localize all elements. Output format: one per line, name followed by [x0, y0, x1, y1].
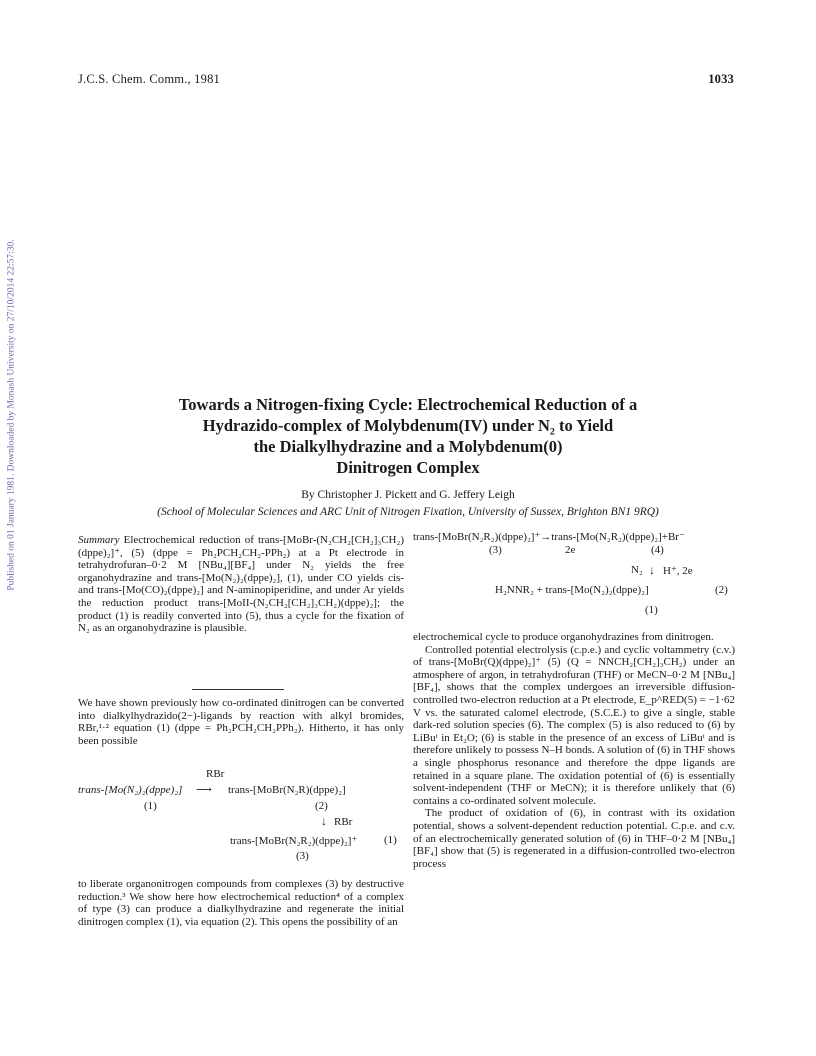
reaction-arrow: ⟶ — [196, 784, 212, 796]
title-line: Hydrazido-complex of Molybdenum(IV) under N₂ to Yield — [202, 416, 614, 435]
paragraph: The product of oxidation of (6), in contrast with its oxidation potential, shows a solvent-dependent reduction potential. C.p.e. and c.v. of an electrochemically generated solution of (6) in THF–0·2 M [NBu₄][BF₄] show that (5) is regenerated in a diffusion-controlled two-electron process — [413, 807, 735, 870]
title-line: Towards a Nitrogen-fixing Cycle: Electrochemical Reduction of a — [178, 395, 638, 414]
paragraph: electrochemical cycle to produce organohydrazines from dinitrogen. — [413, 631, 714, 643]
eq2-reagent: H⁺, 2e — [663, 565, 693, 577]
reactant: trans-[Mo(N₂)₂(dppe)₂] — [78, 784, 183, 796]
authors: By Christopher J. Pickett and G. Jeffery Leigh — [301, 489, 515, 501]
eq2-label-1: (1) — [645, 604, 658, 616]
summary — [78, 534, 404, 635]
left-continuation-text: to liberate organonitrogen compounds from complexes (3) by destructive reduction.³ We show here how electrochemical reduction⁴ of a complex of type (3) can produce a dialkylhydrazine and regenerate the initial dinitrogen complex (1), via equation (2). This opens the possibility of an — [78, 878, 404, 928]
equation-1 — [78, 768, 404, 864]
intro-paragraph — [78, 697, 404, 747]
page-number: 1033 — [708, 72, 734, 86]
eq2-n2: N₂ — [631, 564, 643, 576]
equation-2 — [413, 530, 735, 630]
equation-number: (1) — [384, 834, 397, 846]
title-line: the Dialkylhydrazine and a Molybdenum(0) — [253, 437, 563, 456]
right-column-text — [413, 631, 735, 870]
intro-text: We have shown previously how co-ordinated dinitrogen can be converted into dialkylhydrazido(2−)-ligands by reaction with alkyl bromides, RBr,¹·² equation (1) (dppe = Ph₂PCH₂CH₂PPh₂). Hitherto, it has only been possible — [78, 697, 404, 747]
eq2-line: trans-[MoBr(N₂R₂)(dppe)₂]⁺→trans-[Mo(N₂R₂)(dppe)₂]+Br⁻ — [413, 531, 685, 543]
title-line: Dinitrogen Complex — [336, 458, 480, 477]
summary-text: Electrochemical reduction of trans-[MoBr-(N₂CH₂[CH₂]₃CH₂)(dppe)₂]⁺, (5) (dppe = Ph₂PCH₂CH₂-PPh₂) at a Pt electrode in tetrahydrofuran–0·2 M [NBu₄][BF₄] under N₂ yields the free organohydrazine and trans-[Mo(N₂)₂(dppe)₂], (1), under CO yields cis- and trans-[Mo(CO)₂(dppe)₂] and N-aminopiperidine, and under Ar yields the reduction product trans-[MoII-(N₂CH₂[CH₂]₃CH₂)(dppe)₂]; the product (1) is readily converted into (5), thus a cycle for the fixation of N₂ as an organohydrazine is plausible. — [78, 534, 404, 635]
eq2-down-arrow: ↓ — [649, 563, 655, 577]
left-continuation — [78, 878, 404, 928]
download-watermark — [4, 210, 20, 620]
reagent-rbr: RBr — [206, 768, 225, 780]
label-2: (2) — [315, 800, 328, 812]
journal-header: J.C.S. Chem. Comm., 1981 — [78, 72, 220, 86]
eq2-number: (2) — [715, 584, 728, 596]
paragraph: Controlled potential electrolysis (c.p.e.) and cyclic voltammetry (c.v.) of trans-[MoBr(Q)(dppe)₂]⁺ (5) (Q = NNCH₂[CH₂]₃CH₂) under an atmosphere of argon, in tetrahydrofuran (THF) or MeCN–0·2 M [NBu₄][BF₄], shows that the complex undergoes an irreversible diffusion-controlled two-electron reduction at a Pt electrode, E_p^RED(5) = −1·62 V vs. the saturated calomel electrode, (S.C.E.) to give a single, stable dark-red solution species (6). The complex (5) is also reduced to (6) by LiBuᵗ in Et₂O; (6) is stable in the presence of an excess of LiBuᵗ and is therefore unlikely to possess N–H bonds. A solution of (6) in THF shows a single phosphorus resonance and therefore the dppe ligands are retained in a square plane. The oxidation potential of (6) is essentially solvent-independent (THF or MeCN); it is therefore unlikely that (6) contains a co-ordinated solvent molecule. — [413, 643, 735, 807]
reagent-rbr-2: RBr — [334, 816, 353, 828]
article-title — [100, 394, 716, 478]
product-3: trans-[MoBr(N₂R₂)(dppe)₂]⁺ — [230, 835, 358, 847]
label-1: (1) — [144, 800, 157, 812]
affiliation: (School of Molecular Sciences and ARC Unit of Nitrogen Fixation, University of Sussex, Brighton BN1 9RQ) — [157, 506, 659, 518]
eq2-electrons: 2e — [565, 544, 576, 556]
down-arrow: ↓ — [321, 814, 327, 828]
product-2: trans-[MoBr(N₂R)(dppe)₂] — [228, 784, 346, 796]
section-divider — [192, 689, 284, 690]
eq2-label-3: (3) — [489, 544, 502, 556]
summary-lead: Summary — [78, 534, 120, 546]
eq2-products: H₂NNR₂ + trans-[Mo(N₂)₂(dppe)₂] — [495, 584, 649, 596]
eq2-label-4: (4) — [651, 544, 664, 556]
label-3: (3) — [296, 850, 309, 862]
download-note: Published on 01 January 1981. Downloaded by Monash University on 27/10/2014 22:57:30. — [7, 239, 17, 591]
